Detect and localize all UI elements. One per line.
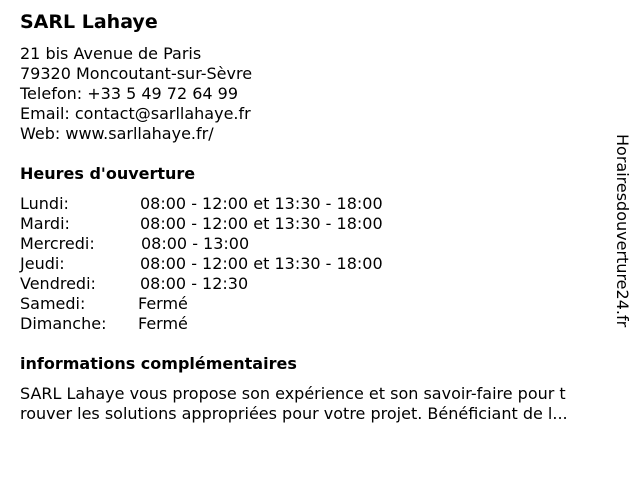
- day-hours: 08:00 - 12:00 et 13:30 - 18:00: [140, 254, 383, 273]
- day-hours: 08:00 - 13:00: [141, 234, 250, 253]
- contact-block: [20, 44, 252, 144]
- hours-heading: Heures d'ouverture: [20, 164, 196, 183]
- web-line: Web: www.sarllahaye.fr/: [20, 124, 214, 143]
- info-heading: informations complémentaires: [20, 354, 297, 373]
- day-label: Jeudi:: [20, 254, 65, 273]
- info-description: [20, 384, 626, 424]
- day-label: Samedi:: [20, 294, 86, 313]
- info-line-2: rouver les solutions appropriées pour votre projet. Bénéficiant de l...: [20, 404, 568, 423]
- phone-line: Telefon: +33 5 49 72 64 99: [20, 84, 239, 103]
- info-line-1: SARL Lahaye vous propose son expérience et son savoir-faire pour t: [20, 384, 566, 403]
- day-hours: 08:00 - 12:00 et 13:30 - 18:00: [140, 214, 383, 233]
- day-hours: Fermé: [138, 314, 188, 333]
- day-label: Dimanche:: [20, 314, 107, 333]
- site-brand-vertical: Horairesdouverture24.fr: [613, 134, 632, 328]
- day-label: Mardi:: [20, 214, 70, 233]
- day-hours: 08:00 - 12:30: [140, 274, 249, 293]
- day-label: Vendredi:: [20, 274, 96, 293]
- email-line: Email: contact@sarllahaye.fr: [20, 104, 251, 123]
- day-label: Mercredi:: [20, 234, 95, 253]
- day-hours: Fermé: [138, 294, 188, 313]
- address-street: 21 bis Avenue de Paris: [20, 44, 202, 63]
- day-label: Lundi:: [20, 194, 69, 213]
- address-city: 79320 Moncoutant-sur-Sèvre: [20, 64, 253, 83]
- day-hours: 08:00 - 12:00 et 13:30 - 18:00: [140, 194, 383, 213]
- business-name: SARL Lahaye: [20, 11, 158, 33]
